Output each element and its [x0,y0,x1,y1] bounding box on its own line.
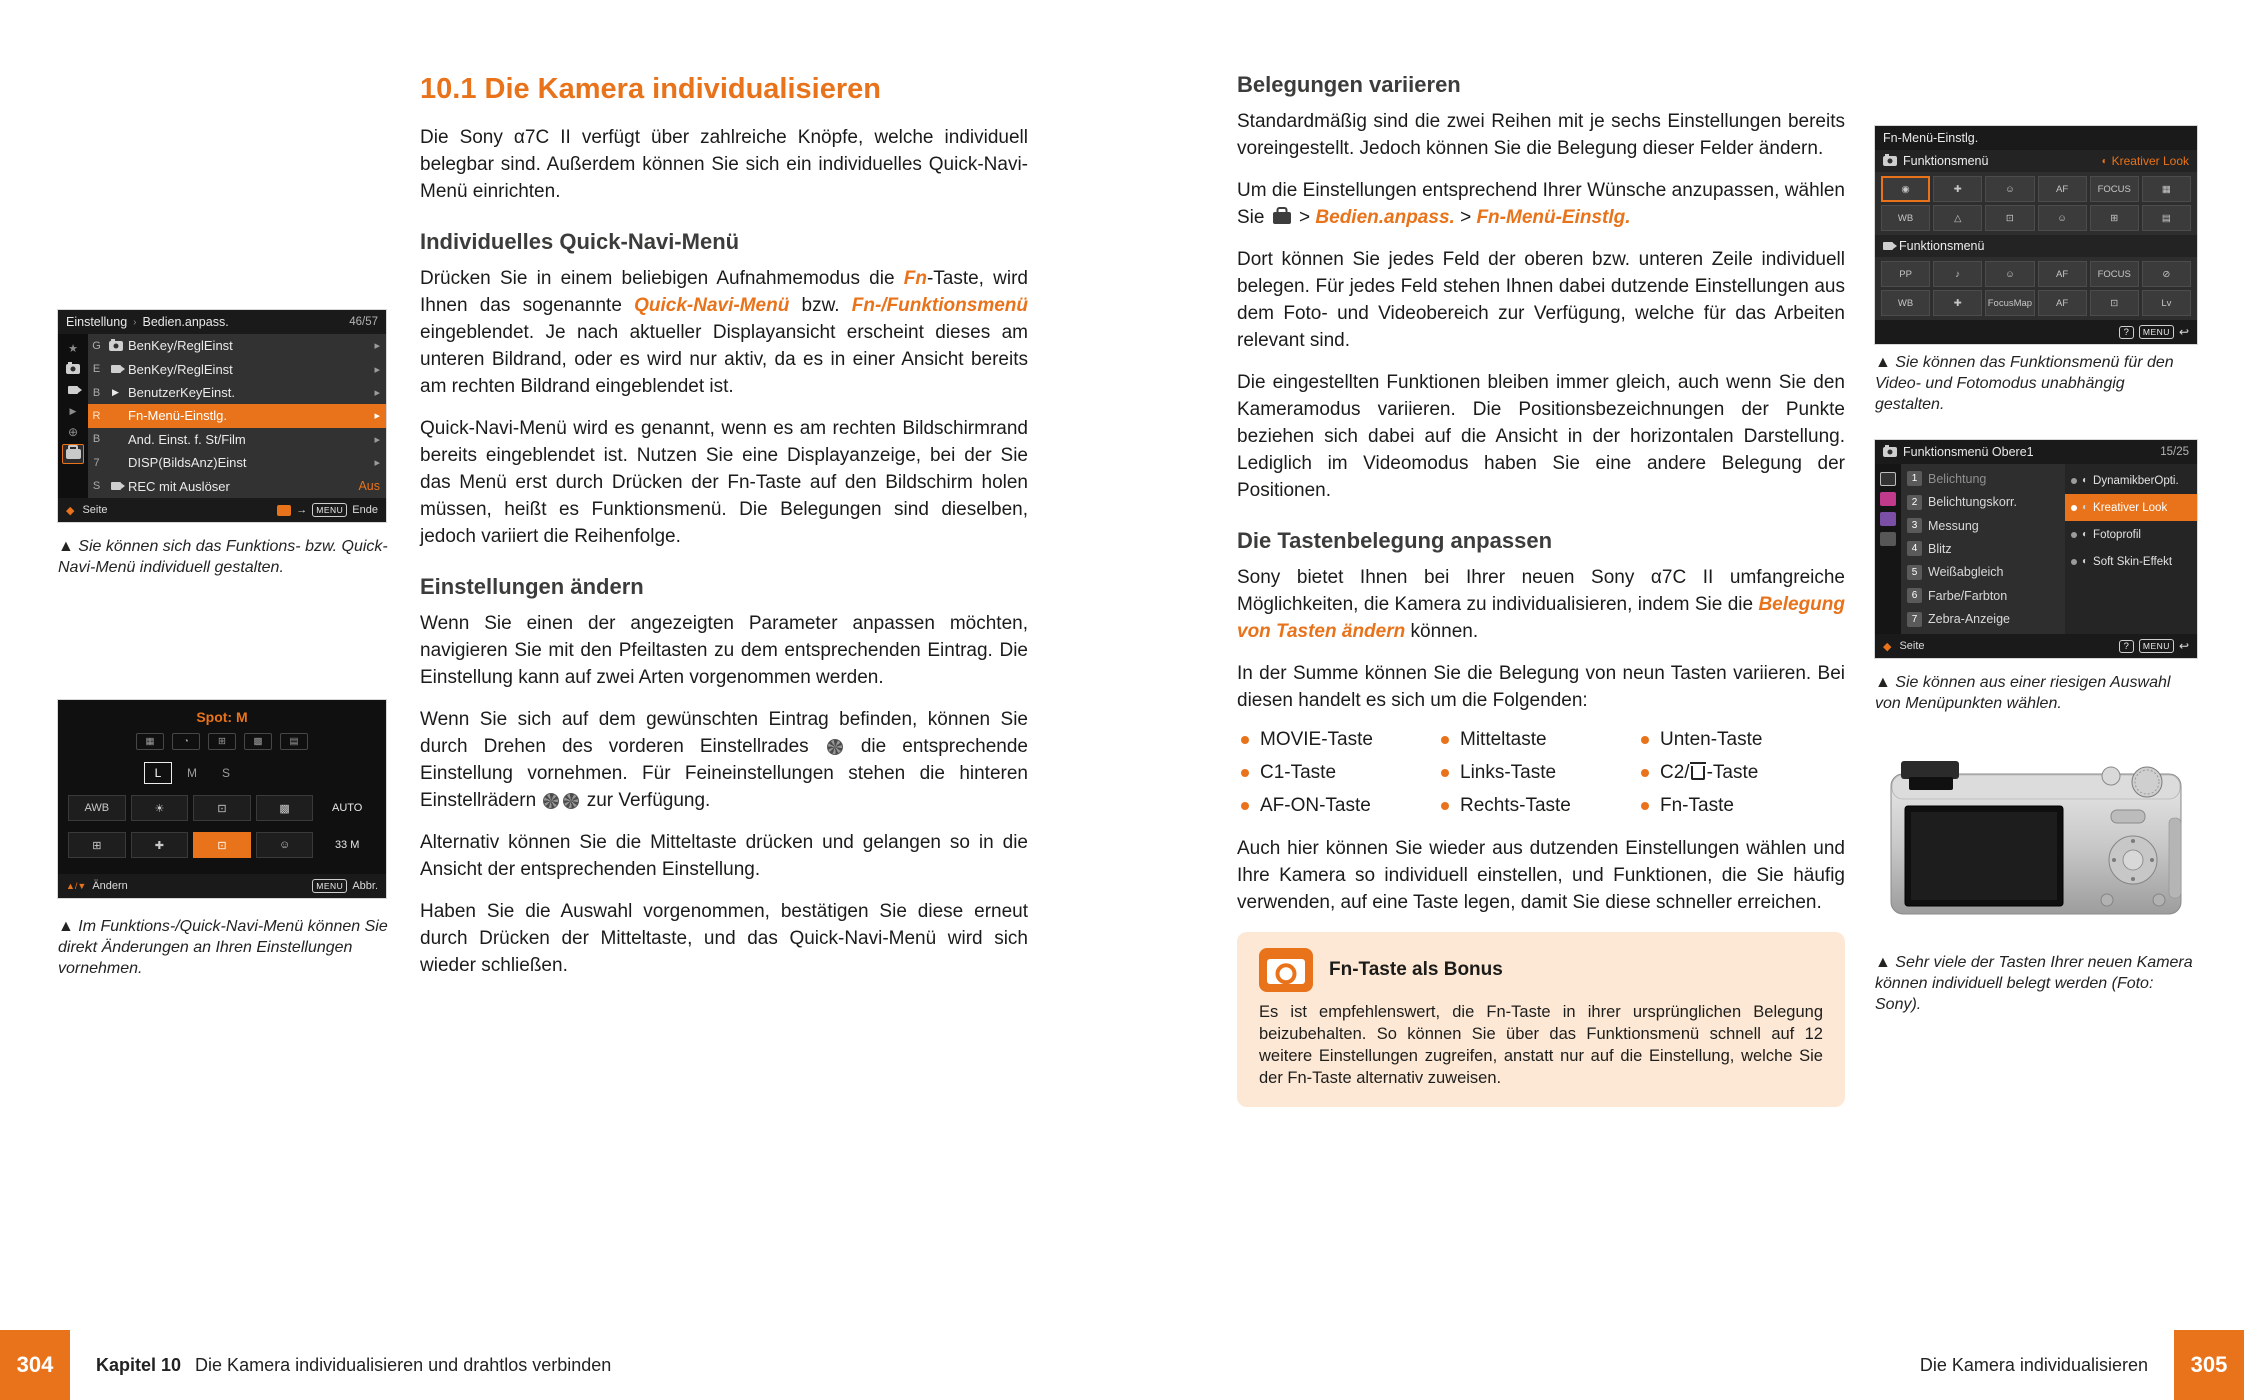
cancel-label: Abbr. [352,880,378,892]
running-footer [96,1330,611,1400]
photo-camera-icon [1883,156,1897,166]
paragraph: Alternativ können Sie die Mitteltaste drücken und gelangen so in die Ansicht der entsprechenden Einstellung. [420,832,1028,880]
radio-dot-icon [2071,478,2077,484]
chevron-right-icon: ▸ [374,433,380,446]
diamond-icon [1883,640,1893,653]
screenshot-quick-navi [58,700,386,898]
screenshot-settings-menu [58,310,386,522]
photo-camera-icon [107,341,124,351]
item-counter: 15/25 [2160,446,2189,458]
list-item [1441,795,1641,817]
change-label: Ändern [92,880,128,892]
section-label: Funktionsmenü [1899,239,1985,253]
page-counter: 46/57 [349,316,378,328]
style-icon: ◐ [2082,502,2089,513]
chevron-right-icon: › [133,316,137,328]
setting-icon: ▦ [136,733,164,750]
paragraph: Auch hier können Sie wieder aus dutzenden Einstellungen wählen und Ihre Kamera so individuell einstellen, und Funktionen, die Sie häufig verwenden, auf eine Taste legen, damit Sie diese schneller erreichen. [1237,838,1845,913]
option-list [2065,464,2197,634]
bullet-icon [1241,769,1249,777]
bullet-icon [1441,769,1449,777]
section-heading: Belegungen variieren [1237,72,1461,97]
row-label: Fn-Menü-Einstlg. [128,408,227,424]
function-cell-selected: ⊡ [193,832,251,858]
option-label: Fotoprofil [2093,528,2141,541]
playback-icon [107,387,124,398]
button-name: MOVIE-Taste [1260,729,1373,750]
list-item [1901,467,2065,490]
grid-cell-selected: ◉ [1881,176,1930,202]
grid-cell: ▤ [2142,205,2191,231]
video-camera-icon [1883,242,1893,250]
item-number: 5 [1907,565,1922,580]
menu-row [88,451,386,474]
setting-icon: ◔ [172,733,200,750]
function-row-1 [58,795,386,821]
paragraph: Um die Einstellungen entsprechend Ihrer Wünsche anzupassen, wählen Sie > Bedien.anpass. > Fn-Menü-Einstlg. [1237,180,1845,228]
item-number: 1 [1907,471,1922,486]
list-item [1901,537,2065,560]
orange-box-icon [277,505,291,516]
paragraph: Haben Sie die Auswahl vorgenommen, bestätigen Sie diese erneut durch Drücken der Mitteltaste, und das Quick-Navi-Menü wird sich wieder schließen. [420,901,1028,976]
menu-list [88,334,386,498]
item-number: 7 [1907,612,1922,627]
updown-arrows-icon: ▲/▼ [66,881,87,891]
diamond-icon [66,504,76,517]
option-item-selected [2065,494,2197,521]
button-name: Rechts-Taste [1460,795,1571,816]
front-dial-icon [827,739,843,755]
function-cell: ☺ [256,832,314,858]
return-icon: ↩ [2178,639,2189,653]
grid-cell: ⊘ [2142,261,2191,287]
grid-cell: ♪ [1933,261,1982,287]
option-label: Kreativer Look [2093,501,2168,514]
awb-cell: AWB [68,795,126,821]
tip-title: Fn-Taste als Bonus [1329,959,1503,980]
menu-button-badge: MENU [312,503,347,517]
paragraph: Quick-Navi-Menü wird es genannt, wenn es am rechten Bildschirmrand bereits eingeblendet ist. Nutzen Sie eine Displayanzeige, bei der Sie das Menü erst durch Drücken der Fn-Taste auf den Bildschirm holen müssen, heißt es Funktionsmenü. Die Belegungen sind dieselben, jedoch variiert die Reihenfolge. [420,418,1028,547]
rear-dial-icon [563,793,579,809]
function-cell: ⊡ [193,795,251,821]
purple-category-icon [1880,512,1896,526]
figure-caption: ▲ Sehr viele der Tasten Ihrer neuen Kamera können individuell belegt werden (Foto: Sony). [1875,954,2193,1013]
list-item [1441,729,1641,751]
screenshot-function-menu-obere1 [1875,440,2197,658]
auto-label: AUTO [331,802,363,814]
button-name: Fn-Taste [1660,795,1734,816]
grid-cell: PP [1881,261,1930,287]
button-list [1237,729,1845,817]
size-option: S [221,766,230,780]
image-size-row [144,762,386,784]
row-label: BenKey/ReglEinst [128,338,233,354]
button-name: Mitteltaste [1460,729,1547,750]
video-camera-icon [107,482,124,490]
footer-text: Die Kamera individualisieren und drahtlos verbinden [195,1354,612,1375]
option-item [2065,521,2197,548]
list-item [1901,584,2065,607]
bullet-icon [1641,736,1649,744]
trash-icon [1691,766,1705,780]
grid-cell: AF [2038,290,2087,316]
list-item [1241,795,1441,817]
row-label: BenKey/ReglEinst [128,361,233,377]
bullet-icon [1241,736,1249,744]
footer-text: Die Kamera individualisieren [1919,1354,2148,1375]
bullet-icon [1441,736,1449,744]
style-icon: ◐ [2082,556,2089,567]
status-icon-row [58,733,386,750]
list-item [1241,762,1441,784]
creative-look-value: ◐ Kreativer Look [2102,154,2189,168]
paragraph: Die Sony α7C II verfügt über zahlreiche Knöpfe, welche individuell belegbar sind. Außerdem können Sie sich ein individuelles Quick-Navi-Menü einrichten. [420,127,1028,202]
quick-navi-bottom-bar [58,874,386,898]
paragraph: Wenn Sie einen der angezeigten Parameter anpassen möchten, navigieren Sie mit den Pfeiltasten zu dem entsprechenden Eintrag. Die Einstellung kann auf zwei Arten vorgenommen werden. [420,613,1028,688]
button-name: Links-Taste [1460,762,1557,783]
left-text-column [420,72,1028,994]
row-prefix: R [92,409,101,422]
breadcrumb-level1: Einstellung [66,315,128,329]
menu-breadcrumb [58,310,386,334]
list-item [1641,762,1849,784]
camera-category-icon [1880,472,1896,486]
row-label: REC mit Auslöser [128,478,230,494]
menu-button-badge: MENU [2139,325,2174,339]
size-option-selected: L [144,762,172,784]
grid-cell: ☺ [1985,261,2034,287]
item-label: Messung [1928,518,1979,533]
menu-bottom-bar [58,498,386,522]
chevron-right-icon: ▸ [374,457,380,470]
menu-row-selected [88,404,386,427]
screenshot-fn-menu-settings [1875,126,2197,344]
button-name: C2/ -Taste [1660,762,1759,783]
grid-cell: ☺ [1985,176,2034,202]
function-row-2 [58,832,386,858]
row-prefix: B [92,433,101,446]
grid-cell: FocusMap [1985,290,2034,316]
menu-row [88,381,386,404]
button-name: C1-Taste [1260,762,1337,783]
figure-caption: ▲ Im Funktions-/Quick-Navi-Menü können Sie direkt Änderungen an Ihren Einstellungen vornehmen. [58,918,388,977]
list-item [1901,514,2065,537]
function-cell: ⊞ [68,832,126,858]
running-footer [1920,1330,2148,1400]
row-prefix: 7 [93,456,100,469]
toolbox-icon [1273,212,1291,224]
section-heading: Individuelles Quick-Navi-Menü [420,229,740,254]
item-label: Weißabgleich [1928,565,2004,580]
item-number: 6 [1907,588,1922,603]
option-label: DynamikberOpti. [2093,474,2179,487]
grid-cell: AF [2038,261,2087,287]
figure-caption: ▲ Sie können sich das Funktions- bzw. Quick-Navi-Menü individuell gestalten. [58,538,388,576]
grid-cell: WB [1881,290,1930,316]
gray-category-icon [1880,532,1896,546]
option-label: Soft Skin-Effekt [2093,555,2173,568]
chevron-right-icon: ▸ [374,340,380,353]
row-value: Aus [358,479,380,494]
star-tab-icon [63,339,83,357]
right-text-column [1237,72,1845,1107]
grid-cell: ☺ [2038,205,2087,231]
menu-button-badge: MENU [2139,639,2174,653]
page-right [1122,0,2244,1400]
radio-dot-icon [2071,505,2077,511]
item-label: Farbe/Farbton [1928,588,2008,603]
list-item [1901,608,2065,631]
grid-cell: Lv [2142,290,2191,316]
help-button-badge: ? [2119,326,2134,339]
photo-camera-icon [1883,447,1897,457]
paragraph: Standardmäßig sind die zwei Reihen mit je sechs Einstellungen bereits voreingestellt. Jedoch können Sie die Belegung dieser Felder ändern. [1237,111,1845,159]
menu-row [88,428,386,451]
setting-icon: ⊞ [208,733,236,750]
paragraph: In der Summe können Sie die Belegung von neun Tasten variieren. Bei diesen handelt es sich um die Folgenden: [1237,663,1845,711]
menu-button-badge: MENU [312,879,347,893]
bullet-icon [1241,802,1249,810]
end-label: Ende [352,504,378,516]
dialog-title: Fn-Menü-Einstlg. [1883,131,1979,145]
menu-tab-strip [58,334,88,498]
radio-dot-icon [2071,532,2077,538]
grid-cell: ✚ [1933,290,1982,316]
figure-caption: ▲ Sie können aus einer riesigen Auswahl von Menüpunkten wählen. [1875,674,2171,712]
setting-icon: ▤ [280,733,308,750]
setup-toolbox-tab-icon [62,444,84,464]
camera-photo [1875,748,2197,940]
video-function-menu-header [1875,235,2197,257]
size-option: M [187,766,197,780]
row-prefix: G [92,339,101,352]
paragraph: Die eingestellten Funktionen bleiben immer gleich, auch wenn Sie den Kameramodus variieren. Die Positionsbezeichnungen der Punkte beziehen sich dabei auf die Ansicht in der horizontalen Darstellung. Lediglich im Videomodus haben Sie eine andere Belegung der Positionen. [1237,372,1845,501]
section-heading: Einstellungen ändern [420,574,644,599]
function-cell: ▩ [256,795,314,821]
style-icon: ◐ [2082,475,2089,486]
function-cell: ☀ [131,795,189,821]
item-number: 3 [1907,518,1922,533]
row-label: DISP(BildsAnz)Einst [128,455,247,471]
option-item [2065,467,2197,494]
item-number: 2 [1907,495,1922,510]
camera-back-illustration [1875,748,2197,940]
item-label: Belichtungskorr. [1928,495,2017,510]
category-tab-strip [1875,464,1901,634]
return-icon: ↩ [2178,325,2189,339]
magenta-category-icon [1880,492,1896,506]
paragraph: Wenn Sie sich auf dem gewünschten Eintrag befinden, können Sie durch Drehen des vorderen Einstellrades die entsprechende Einstellung vornehmen. Für Feineinstellungen stehen die hinteren Einstellrädern zur Verfügung. [420,709,1028,811]
grid-cell: AF [2038,176,2087,202]
video-function-grid [1875,257,2197,320]
breadcrumb-level2: Bedien.anpass. [142,315,229,329]
grid-cell: WB [1881,205,1930,231]
help-button-badge: ? [2119,640,2134,653]
rear-dial-icon [543,793,559,809]
bullet-icon [1441,802,1449,810]
grid-cell: ✚ [1933,176,1982,202]
row-prefix: S [92,480,101,493]
chapter-title: 10.1 Die Kamera individualisieren [420,73,881,105]
style-icon: ◐ [2082,529,2089,540]
chapter-label: Kapitel 10 [96,1354,182,1375]
item-label: Belichtung [1928,471,1987,486]
list-item [1901,490,2065,513]
grid-cell: ⊡ [2090,290,2139,316]
bullet-icon [1641,769,1649,777]
camera-tab-icon [63,360,83,378]
page-nav-label: Seite [82,504,108,516]
list-item [1641,795,1849,817]
playback-tab-icon [63,402,83,420]
grid-cell: ⊡ [1985,205,2034,231]
setting-icon: ▩ [244,733,272,750]
menu-row [88,475,386,498]
item-number: 4 [1907,541,1922,556]
grid-cell: FOCUS [2090,261,2139,287]
function-cell: ✚ [131,832,189,858]
radio-dot-icon [2071,559,2077,565]
camera-icon [1259,948,1313,992]
chevron-right-icon: ▸ [374,363,380,376]
option-item [2065,548,2197,575]
page-nav-label: Seite [1899,640,1925,652]
section-label: Funktionsmenü [1903,154,1989,168]
function-category-list [1901,464,2065,634]
row-label: And. Einst. f. St/Film [128,431,246,447]
item-label: Zebra-Anzeige [1928,612,2010,627]
section-heading: Die Tastenbelegung anpassen [1237,528,1553,553]
video-tab-icon [63,381,83,399]
grid-cell: ⊞ [2090,205,2139,231]
photo-function-grid [1875,172,2197,235]
menu-row [88,357,386,380]
figure-caption: ▲ Sie können das Funktionsmenü für den Video- und Fotomodus unabhängig gestalten. [1875,354,2174,413]
page-number-block: 305 [2174,1330,2244,1400]
button-name: AF-ON-Taste [1260,795,1371,816]
paragraph: Drücken Sie in einem beliebigen Aufnahmemodus die Fn-Taste, wird Ihnen das sogenannte Quick-Navi-Menü bzw. Fn-/Funktionsmenü eingeblendet. Je nach aktueller Displayansicht erscheint dieses am unteren Bildrand, oder es wird nur aktiv, da es in einer Ansicht bereits am rechten Bildrand eingeblendet ist. [420,268,1028,397]
page-number-block: 304 [0,1330,70,1400]
tip-box [1237,932,1845,1107]
menu-row [88,334,386,357]
tip-text: Es ist empfehlenswert, die Fn-Taste in ihrer ursprünglichen Belegung beizubehalten. So können Sie über das Funktionsmenü schnell auf 12 weitere Einstellungen zugreifen, anstatt nur auf die Einstellung, welche Sie der Fn-Taste alternativ zuweisen. [1259,1003,1823,1087]
list-item [1901,561,2065,584]
list-item [1241,729,1441,751]
network-tab-icon [63,423,83,441]
metering-mode-label: Spot: M [196,709,248,725]
dialog-title: Funktionsmenü Obere1 [1903,445,2034,459]
chevron-right-icon: ▸ [374,387,380,400]
arrow-right-icon [296,504,307,516]
paragraph: Sony bietet Ihnen bei Ihrer neuen Sony α7C II umfangreiche Möglichkeiten, die Kamera zu individualisieren, indem Sie die Belegung von Tasten ändern können. [1237,567,1845,642]
video-camera-icon [107,365,124,373]
megapixel-label: 33 M [334,839,360,851]
bullet-icon [1641,802,1649,810]
row-prefix: E [92,363,101,376]
grid-cell: FOCUS [2090,176,2139,202]
grid-cell: ▦ [2142,176,2191,202]
list-item [1441,762,1641,784]
photo-function-menu-header [1875,150,2197,172]
grid-cell: △ [1933,205,1982,231]
list-item [1641,729,1849,751]
button-name: Unten-Taste [1660,729,1763,750]
row-label: BenutzerKeyEinst. [128,385,235,401]
paragraph: Dort können Sie jedes Feld der oberen bzw. unteren Zeile individuell belegen. Für jedes Feld stehen Ihnen dabei dutzende Einstellungen aus dem Foto- und Videobereich zur Verfügung, welche für das Arbeiten relevant sind. [1237,249,1845,351]
item-label: Blitz [1928,541,1952,556]
chevron-right-icon: ▸ [374,410,380,423]
row-prefix: B [92,386,101,399]
